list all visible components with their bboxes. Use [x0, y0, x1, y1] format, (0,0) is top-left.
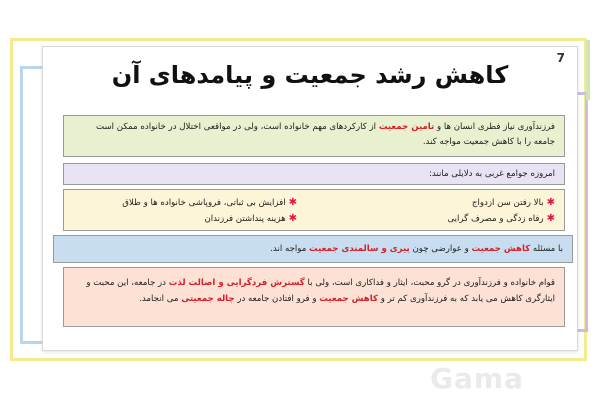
- page-title: کاهش رشد جمعیت و پیامدهای آن: [111, 61, 509, 89]
- asterisk-icon: ✱: [288, 213, 297, 224]
- conclusion-text-3: و فرو افتادن جامعه در: [234, 294, 320, 304]
- issue-text-2: و عوارضی چون: [409, 244, 472, 254]
- page-number: 7: [556, 51, 565, 65]
- reasons-heading-box: [63, 163, 565, 185]
- reason-text: هزینه پنداشتن فرزندان: [204, 214, 286, 224]
- issue-text-1: با مسئله: [530, 244, 563, 254]
- reasons-column-right: [335, 195, 555, 227]
- conclusion-highlight-3: چاله جمعیتی: [181, 294, 235, 304]
- content-card: [42, 46, 578, 351]
- intro-text-1: فرزندآوری نیاز فطری انسان ها و: [434, 122, 555, 132]
- conclusion-highlight-1: گسترش فردگرایی و اصالت لذت: [168, 278, 305, 288]
- reasons-box: [63, 189, 565, 231]
- issue-box: [53, 235, 573, 263]
- reason-text: رفاه زدگی و مصرف گرایی: [447, 214, 544, 224]
- issue-text-3: مواجه اند.: [270, 244, 310, 254]
- conclusion-box: [63, 267, 565, 327]
- reason-text: افزایش بی ثباتی، فروپاشی خانواده ها و طلاق: [122, 198, 286, 208]
- intro-text-2: از کارکردهای مهم خانواده است، ولی در مواقعی اختلال در خانواده ممکن است جامعه را با کاهش جمعیت مواجه کند.: [96, 122, 555, 147]
- watermark-logo: Gama: [430, 362, 524, 395]
- reason-text: بالا رفتن سن ازدواج: [471, 198, 544, 208]
- issue-highlight-2: پیری و سالمندی جمعیت: [309, 244, 410, 254]
- list-item: [335, 211, 555, 227]
- asterisk-icon: ✱: [546, 213, 555, 224]
- reasons-grid: [73, 195, 555, 227]
- issue-highlight-1: کاهش جمعیت: [471, 244, 531, 254]
- conclusion-text-1: قوام خانواده و فرزندآوری در گرو محبت، ایثار و فداکاری است، ولی با: [304, 278, 555, 288]
- intro-box: [63, 115, 565, 157]
- conclusion-highlight-2: کاهش جمعیت: [319, 294, 378, 304]
- asterisk-icon: ✱: [546, 197, 555, 208]
- list-item: [77, 195, 297, 211]
- list-item: [77, 211, 297, 227]
- asterisk-icon: ✱: [288, 197, 297, 208]
- conclusion-text-4: می انجامد.: [139, 294, 182, 304]
- conclusion-text-2: در جامعه، این محبت و ایثارگری کاهش می یابد که به فرزندآوری کم تر و: [86, 278, 555, 304]
- list-item: [335, 195, 555, 211]
- intro-highlight: تامین جمعیت: [378, 122, 435, 132]
- reasons-column-left: [77, 195, 297, 227]
- reasons-heading: امروزه جوامع غربی به دلایلی مانند:: [428, 169, 555, 179]
- decorative-frame-green: [586, 40, 590, 100]
